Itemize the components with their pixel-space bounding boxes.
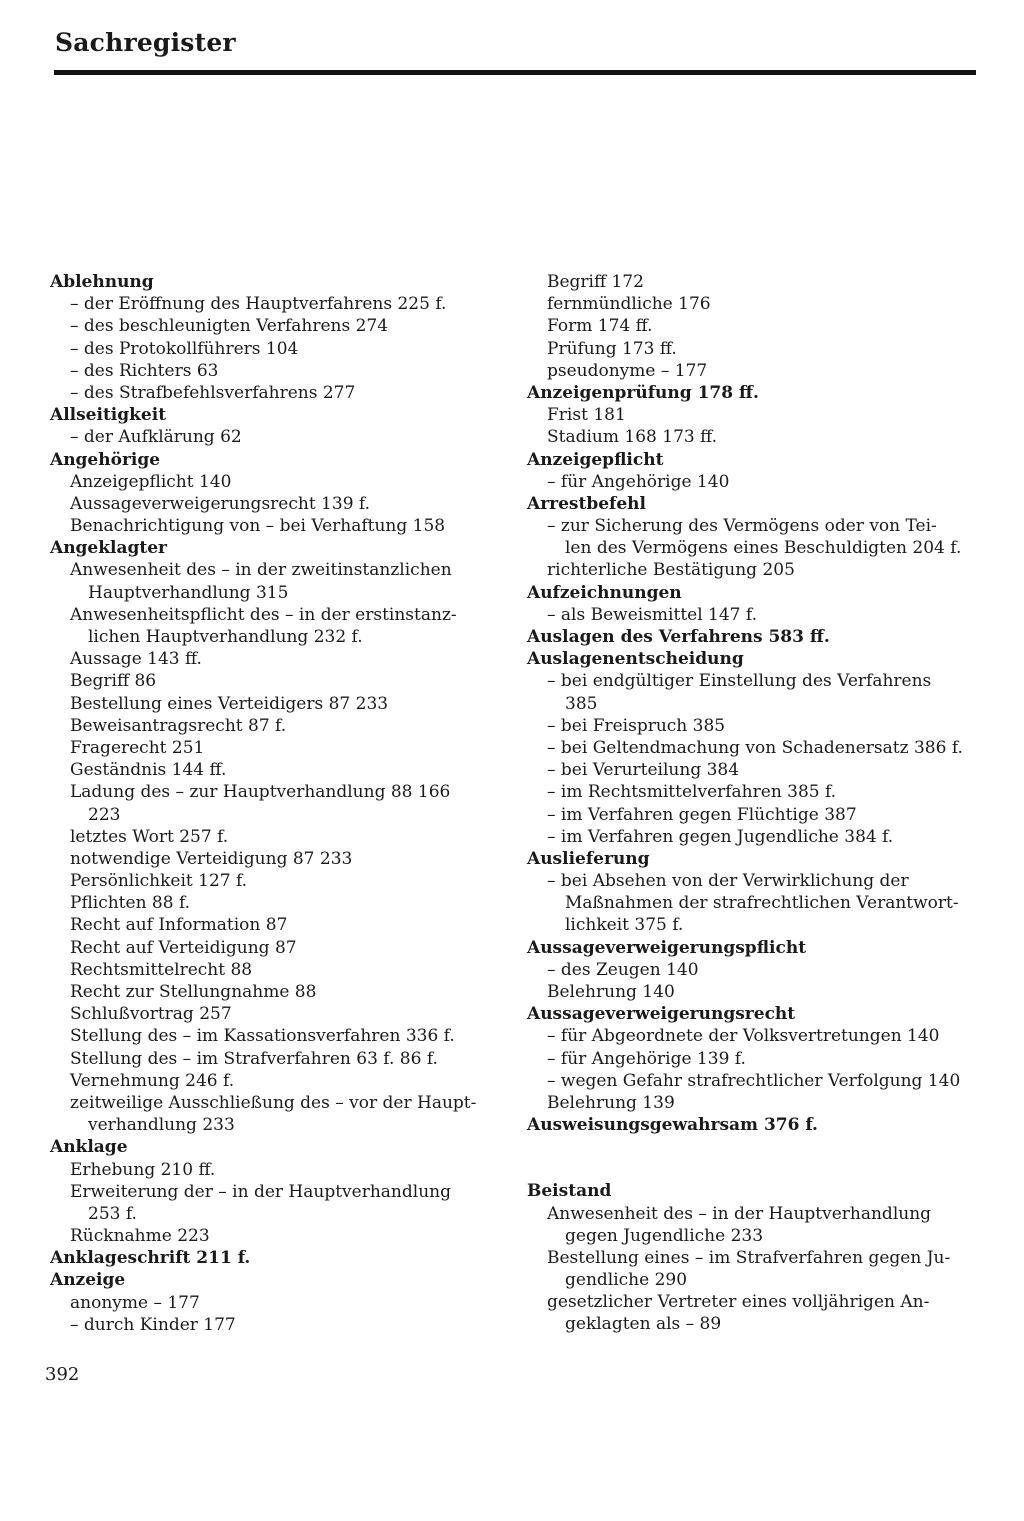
index-entry: anonyme – 177 bbox=[70, 1292, 200, 1313]
index-entry: Pflichten 88 f. bbox=[70, 893, 191, 914]
index-entry: – durch Kinder 177 bbox=[70, 1314, 236, 1335]
index-entry: fernmündliche 176 bbox=[547, 294, 711, 315]
index-entry: – des Zeugen 140 bbox=[547, 959, 699, 980]
index-entry: lichkeit 375 f. bbox=[565, 915, 684, 936]
index-entry: Geständnis 144 ff. bbox=[70, 760, 227, 781]
index-heading: Ablehnung bbox=[50, 272, 154, 292]
index-entry: pseudonyme – 177 bbox=[547, 360, 708, 381]
index-entry: gegen Jugendliche 233 bbox=[565, 1225, 764, 1246]
index-entry: – bei Geltendmachung von Schadenersatz 386 f. bbox=[547, 737, 963, 758]
index-entry: Begriff 86 bbox=[70, 671, 157, 692]
page-number: 392 bbox=[45, 1364, 80, 1385]
index-heading: Anklage bbox=[50, 1137, 128, 1158]
index-heading: Anklageschrift 211 f. bbox=[50, 1248, 251, 1269]
section-gap bbox=[527, 1136, 977, 1180]
index-heading: Arrestbefehl bbox=[527, 493, 646, 514]
page-header-title: Sachregister bbox=[55, 28, 236, 57]
index-entry: Erhebung 210 ff. bbox=[70, 1159, 216, 1180]
index-entry: Belehrung 139 bbox=[547, 1092, 675, 1113]
index-entry: zeitweilige Ausschließung des – vor der Haupt- bbox=[70, 1092, 477, 1113]
index-entry: Anwesenheit des – in der Hauptverhandlung bbox=[547, 1203, 932, 1224]
index-entry: – im Rechtsmittelverfahren 385 f. bbox=[547, 782, 837, 803]
index-entry: Vernehmung 246 f. bbox=[70, 1070, 235, 1091]
index-entry: Aussageverweigerungsrecht 139 f. bbox=[70, 493, 370, 514]
index-entry: Schlußvortrag 257 bbox=[70, 1004, 232, 1025]
index-entry: Recht auf Verteidigung 87 bbox=[70, 937, 297, 958]
index-heading: Anzeigenprüfung 178 ff. bbox=[527, 382, 759, 403]
index-entry: Stadium 168 173 ff. bbox=[547, 427, 717, 448]
index-entry: notwendige Verteidigung 87 233 bbox=[70, 848, 353, 869]
index-entry: verhandlung 233 bbox=[88, 1115, 235, 1136]
index-entry: Form 174 ff. bbox=[547, 316, 653, 337]
index-entry: – im Verfahren gegen Jugendliche 384 f. bbox=[547, 826, 894, 847]
index-entry: Recht auf Information 87 bbox=[70, 915, 288, 936]
index-entry: – bei Absehen von der Verwirklichung der bbox=[547, 871, 909, 892]
index-column-right bbox=[527, 271, 977, 1336]
index-heading: Allseitigkeit bbox=[50, 405, 167, 426]
index-entry: – bei endgültiger Einstellung des Verfahrens bbox=[547, 671, 932, 692]
index-entry: Beweisantragsrecht 87 f. bbox=[70, 715, 287, 736]
index-entry: Ladung des – zur Hauptverhandlung 88 166 bbox=[70, 782, 451, 803]
index-entry: – zur Sicherung des Vermögens oder von Tei- bbox=[547, 516, 937, 537]
index-entry: geklagten als – 89 bbox=[565, 1314, 722, 1335]
index-entry: Bestellung eines Verteidigers 87 233 bbox=[70, 693, 389, 714]
index-heading: Ausweisungsgewahrsam 376 f. bbox=[527, 1115, 818, 1136]
index-entry: 223 bbox=[88, 804, 121, 825]
index-entry: Hauptverhandlung 315 bbox=[88, 582, 289, 603]
index-heading: Anzeigepflicht bbox=[527, 449, 664, 470]
index-entry: Aussage 143 ff. bbox=[70, 649, 202, 670]
index-entry: – wegen Gefahr strafrechtlicher Verfolgung 140 bbox=[547, 1070, 961, 1091]
index-column-left bbox=[50, 271, 500, 1336]
index-entry: Begriff 172 bbox=[547, 272, 644, 292]
index-entry: letztes Wort 257 f. bbox=[70, 826, 229, 847]
index-entry: – im Verfahren gegen Flüchtige 387 bbox=[547, 804, 857, 825]
index-entry: Rücknahme 223 bbox=[70, 1226, 210, 1247]
index-entry: Bestellung eines – im Strafverfahren gegen Ju- bbox=[547, 1247, 951, 1268]
index-entry: Fragerecht 251 bbox=[70, 737, 205, 758]
index-heading: Aufzeichnungen bbox=[527, 582, 682, 603]
index-entry: Prüfung 173 ff. bbox=[547, 338, 677, 359]
index-entry: richterliche Bestätigung 205 bbox=[547, 560, 795, 581]
index-heading: Aussageverweigerungspflicht bbox=[527, 937, 807, 958]
index-heading: Anzeige bbox=[50, 1270, 126, 1291]
index-entry: Anwesenheitspflicht des – in der erstinstanz- bbox=[70, 604, 457, 625]
index-entry: Persönlichkeit 127 f. bbox=[70, 871, 248, 892]
index-entry: gesetzlicher Vertreter eines volljährigen An- bbox=[547, 1292, 930, 1313]
index-heading: Beistand bbox=[527, 1181, 612, 1202]
index-entry: Anwesenheit des – in der zweitinstanzlichen bbox=[70, 560, 452, 581]
index-entry: Stellung des – im Strafverfahren 63 f. 86 f. bbox=[70, 1048, 438, 1069]
index-entry: – bei Verurteilung 384 bbox=[547, 760, 740, 781]
index-entry: – als Beweismittel 147 f. bbox=[547, 604, 757, 625]
index-entry: lichen Hauptverhandlung 232 f. bbox=[88, 627, 363, 647]
index-heading: Aussageverweigerungsrecht bbox=[527, 1004, 796, 1025]
index-heading: Auslagenentscheidung bbox=[527, 649, 744, 670]
index-entry: – der Eröffnung des Hauptverfahrens 225 f. bbox=[70, 294, 447, 315]
index-heading: Auslieferung bbox=[527, 848, 650, 869]
index-entry: – des Strafbefehlsverfahrens 277 bbox=[70, 382, 356, 403]
index-entry: Stellung des – im Kassationsverfahren 336 f. bbox=[70, 1026, 455, 1047]
index-entry: – bei Freispruch 385 bbox=[547, 715, 726, 736]
index-entry: Maßnahmen der strafrechtlichen Verantwort- bbox=[565, 893, 959, 914]
index-entry: gendliche 290 bbox=[565, 1270, 688, 1291]
index-entry: – für Angehörige 140 bbox=[547, 471, 730, 492]
index-entry: – des Richters 63 bbox=[70, 360, 219, 381]
index-entry: – für Abgeordnete der Volksvertretungen 140 bbox=[547, 1026, 940, 1047]
index-entry: Erweiterung der – in der Hauptverhandlung bbox=[70, 1181, 451, 1202]
index-entry: Recht zur Stellungnahme 88 bbox=[70, 982, 317, 1002]
index-entry: 253 f. bbox=[88, 1203, 137, 1224]
index-heading: Auslagen des Verfahrens 583 ff. bbox=[527, 627, 830, 647]
index-entry: – des Protokollführers 104 bbox=[70, 338, 299, 359]
index-entry: 385 bbox=[565, 693, 598, 714]
index-entry: Benachrichtigung von – bei Verhaftung 158 bbox=[70, 516, 446, 537]
index-entry: – der Aufklärung 62 bbox=[70, 427, 242, 448]
index-entry: – für Angehörige 139 f. bbox=[547, 1048, 746, 1069]
index-entry: – des beschleunigten Verfahrens 274 bbox=[70, 316, 389, 337]
header-rule bbox=[54, 70, 976, 75]
index-entry: Anzeigepflicht 140 bbox=[70, 471, 232, 492]
index-entry: Belehrung 140 bbox=[547, 982, 675, 1002]
index-heading: Angehörige bbox=[50, 449, 161, 470]
index-entry: Frist 181 bbox=[547, 405, 626, 426]
index-heading: Angeklagter bbox=[50, 538, 168, 559]
index-entry: len des Vermögens eines Beschuldigten 204 f. bbox=[565, 538, 962, 559]
index-entry: Rechtsmittelrecht 88 bbox=[70, 959, 253, 980]
